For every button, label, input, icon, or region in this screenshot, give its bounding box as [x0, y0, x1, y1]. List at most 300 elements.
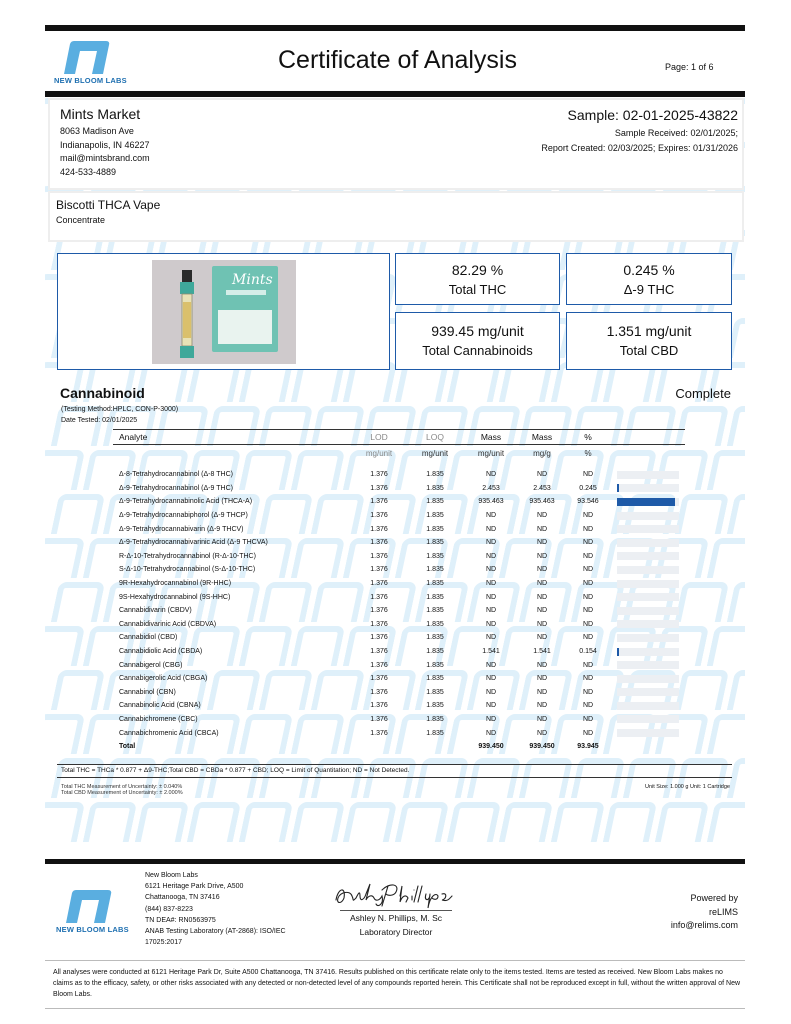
table-row	[113, 672, 685, 686]
bar-cell	[611, 536, 685, 550]
watermark-mark	[51, 494, 106, 534]
analyte-name: Cannabinolic Acid (CBNA)	[119, 702, 201, 710]
analyte-name: Δ-8-Tetrahydrocannabinol (Δ-8 THC)	[119, 471, 234, 479]
header-analyte: Analyte	[113, 430, 351, 445]
lod-value: 1.376	[370, 634, 388, 642]
loq-value: 1.835	[426, 498, 444, 506]
total-thc-label: Total THC	[448, 282, 507, 297]
watermark-row	[45, 802, 745, 842]
watermark-mark	[45, 626, 85, 666]
percent-bar-fill	[617, 648, 619, 656]
lab-info-line: (844) 837-8223	[145, 905, 193, 913]
unit-analyte	[113, 445, 351, 469]
percent-bar-fill	[617, 498, 675, 506]
pct-value: ND	[582, 539, 594, 547]
watermark-mark	[727, 494, 745, 534]
header-pct: %	[565, 430, 611, 445]
client-name: Mints Market	[60, 106, 141, 122]
lod-value: 1.376	[370, 525, 388, 533]
lod-value: 1.376	[370, 580, 388, 588]
analyte-name: R-Δ-10-Tetrahydrocannabinol (R-Δ-10-THC)	[119, 552, 256, 560]
bar-cell	[611, 713, 685, 727]
loq-value: 1.835	[426, 729, 444, 737]
mass-unit-value: ND	[485, 525, 497, 533]
mu-cbd: Total CBD Measurement of Uncertainty: ± 2.000%	[61, 790, 183, 796]
table-row	[113, 468, 685, 482]
total-cannabinoids-value: 939.45 mg/unit	[431, 323, 524, 339]
percent-bar-track	[617, 715, 679, 723]
watermark-mark	[45, 714, 85, 754]
watermark-mark	[727, 406, 745, 446]
product-photo	[152, 260, 296, 364]
lod-value: 1.376	[370, 484, 388, 492]
table-row	[113, 658, 685, 672]
table-row	[113, 482, 685, 496]
watermark-mark	[447, 802, 502, 842]
signature-icon	[330, 878, 460, 912]
product-type: Concentrate	[56, 215, 106, 225]
lod-value: 1.376	[370, 471, 388, 479]
bar-cell	[611, 672, 685, 686]
percent-bar-track	[617, 566, 679, 574]
analyte-name: Cannabidiolic Acid (CBDA)	[119, 648, 203, 656]
signer-role: Laboratory Director	[359, 927, 433, 937]
mass-unit-value: 935.463	[478, 498, 504, 506]
bar-cell	[611, 482, 685, 496]
pct-value: ND	[582, 580, 594, 588]
percent-bar-track	[617, 607, 679, 615]
percent-bar-track	[617, 593, 679, 601]
total-cbd-box	[566, 312, 732, 370]
watermark-mark	[187, 802, 242, 842]
mass-unit-value: ND	[485, 634, 497, 642]
analyte-name: Δ-9-Tetrahydrocannabinolic Acid (THCA-A)	[119, 498, 253, 506]
bottom-rule	[45, 1008, 745, 1009]
lod-value: 1.376	[370, 715, 388, 723]
mass-g-value: ND	[536, 620, 548, 628]
watermark-mark	[83, 802, 138, 842]
table-row	[113, 522, 685, 536]
analyte-name: Δ-9-Tetrahydrocannabiphorol (Δ-9 THCP)	[119, 512, 248, 520]
mass-unit-value: ND	[485, 539, 497, 547]
header-mass-g: Mass	[519, 430, 565, 445]
lod-value: 1.376	[370, 593, 388, 601]
mass-g-value: 935.463	[529, 498, 555, 506]
product-name: Biscotti THCA Vape	[56, 198, 161, 212]
bar-cell	[611, 631, 685, 645]
lab-info-line: Chattanooga, TN 37416	[145, 894, 220, 902]
lab-info-line: New Bloom Labs	[145, 872, 198, 879]
header-lod: LOD	[351, 430, 407, 445]
logo-text: NEW BLOOM LABS	[54, 76, 127, 85]
d9-thc-label: Δ-9 THC	[623, 282, 675, 297]
testing-method: (Testing Method:HPLC, CON-P-3000)	[61, 406, 179, 413]
units-row	[113, 445, 685, 469]
footer-logo-mark-icon	[56, 889, 118, 923]
lab-info-line: 17025:2017	[145, 939, 182, 947]
watermark-mark	[499, 802, 554, 842]
lod-value: 1.376	[370, 729, 388, 737]
watermark-mark	[45, 802, 85, 842]
loq-value: 1.835	[426, 566, 444, 574]
loq-value: 1.835	[426, 634, 444, 642]
watermark-mark	[707, 538, 745, 578]
page-number: Page: 1 of 6	[665, 62, 714, 72]
total-cannabinoids-box	[395, 312, 560, 370]
watermark-mark	[395, 802, 450, 842]
pct-value: ND	[582, 688, 594, 696]
table-row	[113, 604, 685, 618]
watermark-mark	[135, 802, 190, 842]
lod-value: 1.376	[370, 688, 388, 696]
unit-pct: %	[584, 449, 592, 458]
bar-cell	[611, 577, 685, 591]
percent-bar-track	[617, 498, 679, 506]
mass-g-value: ND	[536, 675, 548, 683]
footer-logo	[56, 889, 129, 934]
d9-thc-value: 0.245 %	[623, 262, 675, 278]
analyte-name: Cannabinol (CBN)	[119, 688, 176, 696]
signature	[330, 878, 460, 917]
percent-bar-track	[617, 484, 679, 492]
pct-value: ND	[582, 512, 594, 520]
mass-g-value: ND	[536, 702, 548, 710]
unit-bar	[611, 445, 685, 469]
watermark-mark	[707, 450, 745, 490]
pct-value: ND	[582, 661, 594, 669]
loq-value: 1.835	[426, 715, 444, 723]
loq-value: 1.835	[426, 648, 444, 656]
mass-unit-value: ND	[485, 688, 497, 696]
percent-bar-track	[617, 471, 679, 479]
total-label: Total	[119, 743, 136, 751]
lab-info-line: 6121 Heritage Park Drive, A500	[145, 883, 244, 891]
analyte-name: 9S-Hexahydrocannabinol (9S-HHC)	[119, 593, 231, 601]
mass-unit-value: ND	[485, 566, 497, 574]
footnote-rule-bottom	[57, 777, 732, 778]
client-email: mail@mintsbrand.com	[60, 153, 150, 163]
percent-bar-track	[617, 552, 679, 560]
lod-value: 1.376	[370, 552, 388, 560]
header-divider	[45, 91, 745, 97]
table-row	[113, 726, 685, 740]
cannabinoid-table	[113, 429, 685, 753]
bar-cell	[611, 550, 685, 564]
mass-g-value: 2.453	[533, 484, 551, 492]
analyte-name: Cannabidivarin (CBDV)	[119, 607, 192, 615]
table-row	[113, 686, 685, 700]
loq-value: 1.835	[426, 702, 444, 710]
table-header-row	[113, 430, 685, 445]
total-lod	[351, 740, 407, 754]
pct-value: 0.245	[579, 484, 597, 492]
bar-cell	[611, 618, 685, 632]
bar-cell	[611, 468, 685, 482]
loq-value: 1.835	[426, 661, 444, 669]
bar-cell	[611, 563, 685, 577]
cannabinoid-section-title: Cannabinoid	[60, 385, 145, 401]
mass-unit-value: ND	[485, 580, 497, 588]
pct-value: ND	[582, 525, 594, 533]
pct-value: ND	[582, 729, 594, 737]
mass-g-value: ND	[536, 471, 548, 479]
percent-bar-track	[617, 648, 679, 656]
loq-value: 1.835	[426, 552, 444, 560]
signer-name: Ashley N. Phillips, M. Sc	[349, 913, 443, 923]
watermark-mark	[707, 626, 745, 666]
analyte-name: Cannabidiol (CBD)	[119, 634, 178, 642]
table-row	[113, 536, 685, 550]
table-row	[113, 577, 685, 591]
percent-bar-track	[617, 539, 679, 547]
lod-value: 1.376	[370, 648, 388, 656]
loq-value: 1.835	[426, 512, 444, 520]
top-bar	[45, 25, 745, 31]
logo-mark-icon	[54, 40, 116, 74]
analyte-name: Δ-9-Tetrahydrocannabinol (Δ-9 THC)	[119, 484, 234, 492]
mass-unit-value: ND	[485, 593, 497, 601]
percent-bar-track	[617, 512, 679, 520]
loq-value: 1.835	[426, 607, 444, 615]
watermark-mark	[655, 802, 710, 842]
mu-thc: Total THC Measurement of Uncertainty: ± 0.040%	[61, 784, 183, 790]
lod-value: 1.376	[370, 498, 388, 506]
disclaimer: All analyses were conducted at 6121 Heritage Park Dr, Suite A500 Chattanooga, TN 37416. Results published on this certificate relate only to the items tested. Items are tested as received. New Bloom Labs makes no claims as to the efficacy, safety, or other risks associated with any detected or non-detected level of any compounds reported herein. This Certificate shall not be reproduced except in full, without the written approval of New Bloom Labs.	[53, 969, 741, 998]
footer-divider	[45, 859, 745, 864]
bar-cell	[611, 522, 685, 536]
bar-cell	[611, 645, 685, 659]
bar-cell	[611, 699, 685, 713]
total-cbd-value: 1.351 mg/unit	[606, 323, 692, 339]
analyte-name: Δ-9-Tetrahydrocannabivarin (Δ-9 THCV)	[119, 525, 244, 533]
percent-bar-fill	[617, 484, 619, 492]
percent-bar-track	[617, 525, 679, 533]
bar-cell	[611, 604, 685, 618]
percent-bar-track	[617, 620, 679, 628]
lod-value: 1.376	[370, 512, 388, 520]
bar-cell	[611, 509, 685, 523]
unit-lod: mg/unit	[365, 449, 393, 458]
mass-g-value: ND	[536, 729, 548, 737]
total-mass-unit: 939.450	[478, 743, 504, 751]
mass-unit-value: ND	[485, 715, 497, 723]
disclaimer-rule	[45, 960, 745, 961]
cannabinoid-status: Complete	[675, 386, 731, 401]
total-cbd-label: Total CBD	[619, 343, 679, 358]
watermark-mark	[603, 802, 658, 842]
total-pct: 93.945	[577, 743, 599, 751]
lod-value: 1.376	[370, 675, 388, 683]
product-image-frame	[57, 253, 390, 370]
signature-line	[340, 910, 452, 911]
percent-bar-track	[617, 675, 679, 683]
client-address2: Indianapolis, IN 46227	[60, 140, 150, 150]
pct-value: ND	[582, 702, 594, 710]
loq-value: 1.835	[426, 593, 444, 601]
watermark-mark	[45, 538, 85, 578]
report-created: Report Created: 02/03/2025; Expires: 01/31/2026	[541, 143, 738, 153]
mass-g-value: ND	[536, 688, 548, 696]
analyte-name: Cannabigerolic Acid (CBGA)	[119, 675, 208, 683]
analyte-name: Cannabichromene (CBC)	[119, 715, 198, 723]
table-row	[113, 699, 685, 713]
sample-id: Sample: 02-01-2025-43822	[567, 107, 738, 123]
pct-value: ND	[582, 471, 594, 479]
analyte-name: S-Δ-10-Tetrahydrocannabinol (S-Δ-10-THC)	[119, 566, 256, 574]
analyte-name: 9R-Hexahydrocannabinol (9R-HHC)	[119, 580, 232, 588]
unit-size: Unit Size: 1.000 g Unit: 1 Cartridge	[645, 784, 730, 790]
unit-loq: mg/unit	[421, 449, 449, 458]
analyte-name: Cannabichromenic Acid (CBCA)	[119, 729, 219, 737]
header-bar	[611, 430, 685, 445]
lab-info-line: ANAB Testing Laboratory (AT-2868): ISO/IEC	[145, 928, 286, 935]
header-loq: LOQ	[407, 430, 463, 445]
watermark-mark	[239, 802, 294, 842]
loq-value: 1.835	[426, 525, 444, 533]
pct-value: ND	[582, 552, 594, 560]
watermark-mark	[51, 670, 106, 710]
lod-value: 1.376	[370, 620, 388, 628]
mass-unit-value: ND	[485, 675, 497, 683]
analyte-name: Cannabigerol (CBG)	[119, 661, 183, 669]
lab-info-line: TN DEA#: RN0563975	[145, 916, 216, 924]
lod-value: 1.376	[370, 566, 388, 574]
loq-value: 1.835	[426, 688, 444, 696]
pct-value: 93.546	[577, 498, 599, 506]
loq-value: 1.835	[426, 620, 444, 628]
mass-g-value: ND	[536, 715, 548, 723]
pct-value: ND	[582, 675, 594, 683]
mass-g-value: 1.541	[533, 648, 551, 656]
product-photo-icon	[152, 260, 296, 364]
powered-email: info@relims.com	[670, 920, 738, 930]
footer-logo-text: NEW BLOOM LABS	[56, 925, 129, 934]
powered-name: reLIMS	[708, 907, 738, 917]
mass-g-value: ND	[536, 580, 548, 588]
watermark-mark	[291, 802, 346, 842]
client-phone: 424-533-4889	[60, 167, 117, 177]
mass-unit-value: 2.453	[482, 484, 500, 492]
mass-g-value: ND	[536, 539, 548, 547]
footnote-rule-top	[57, 764, 732, 765]
percent-bar-track	[617, 702, 679, 710]
loq-value: 1.835	[426, 539, 444, 547]
total-thc-box	[395, 253, 560, 305]
mass-unit-value: ND	[485, 661, 497, 669]
watermark-mark	[727, 582, 745, 622]
table-footnote: Total THC = THCa * 0.877 + Δ9-THC;Total CBD = CBDa * 0.877 + CBD; LOQ = Limit of Quantitation; ND = Not Detected.	[61, 767, 410, 774]
percent-bar-track	[617, 634, 679, 642]
analyte-name: Cannabidivarinic Acid (CBDVA)	[119, 620, 217, 628]
mass-g-value: ND	[536, 607, 548, 615]
percent-bar-track	[617, 688, 679, 696]
total-thc-value: 82.29 %	[451, 262, 504, 278]
bar-cell	[611, 658, 685, 672]
lod-value: 1.376	[370, 539, 388, 547]
table-row	[113, 645, 685, 659]
total-bar	[611, 740, 685, 754]
pct-value: ND	[582, 566, 594, 574]
table-row	[113, 618, 685, 632]
mass-g-value: ND	[536, 634, 548, 642]
mass-g-value: ND	[536, 525, 548, 533]
page-title: Certificate of Analysis	[278, 46, 517, 74]
mass-unit-value: ND	[485, 729, 497, 737]
mass-unit-value: ND	[485, 552, 497, 560]
table-row	[113, 550, 685, 564]
percent-bar-track	[617, 661, 679, 669]
mass-g-value: ND	[536, 661, 548, 669]
pct-value: ND	[582, 715, 594, 723]
percent-bar-track	[617, 729, 679, 737]
mass-unit-value: 1.541	[482, 648, 500, 656]
total-loq	[407, 740, 463, 754]
bar-cell	[611, 590, 685, 604]
loq-value: 1.835	[426, 484, 444, 492]
lod-value: 1.376	[370, 661, 388, 669]
table-row	[113, 713, 685, 727]
table-row	[113, 590, 685, 604]
mass-unit-value: ND	[485, 512, 497, 520]
loq-value: 1.835	[426, 580, 444, 588]
mass-g-value: ND	[536, 552, 548, 560]
table-row	[113, 495, 685, 509]
header-mass-unit: Mass	[463, 430, 519, 445]
mass-unit-value: ND	[485, 702, 497, 710]
lod-value: 1.376	[370, 702, 388, 710]
pct-value: ND	[582, 593, 594, 601]
watermark-mark	[343, 802, 398, 842]
svg-text:Mints: Mints	[232, 272, 273, 288]
mass-unit-value: ND	[485, 620, 497, 628]
table-row	[113, 509, 685, 523]
mass-g-value: ND	[536, 566, 548, 574]
unit-mass-g: mg/g	[533, 449, 551, 458]
watermark-mark	[727, 670, 745, 710]
powered-by: Powered by	[690, 893, 738, 903]
bar-cell	[611, 495, 685, 509]
unit-mass-unit: mg/unit	[477, 449, 505, 458]
sample-received: Sample Received: 02/01/2025;	[614, 128, 738, 138]
header-logo	[54, 40, 127, 85]
mass-unit-value: ND	[485, 607, 497, 615]
loq-value: 1.835	[426, 675, 444, 683]
bar-cell	[611, 726, 685, 740]
pct-value: 0.154	[579, 648, 597, 656]
watermark-mark	[51, 582, 106, 622]
mass-g-value: ND	[536, 593, 548, 601]
bar-cell	[611, 686, 685, 700]
pct-value: ND	[582, 607, 594, 615]
percent-bar-track	[617, 580, 679, 588]
lod-value: 1.376	[370, 607, 388, 615]
pct-value: ND	[582, 620, 594, 628]
watermark-mark	[707, 714, 745, 754]
analyte-name: Δ-9-Tetrahydrocannabivarinic Acid (Δ-9 THCVA)	[119, 539, 268, 547]
table-row	[113, 563, 685, 577]
date-tested: Date Tested: 02/01/2025	[61, 417, 138, 424]
d9-thc-box	[566, 253, 732, 305]
total-row	[113, 740, 685, 754]
table-row	[113, 631, 685, 645]
total-cannabinoids-label: Total Cannabinoids	[422, 343, 533, 358]
pct-value: ND	[582, 634, 594, 642]
watermark-mark	[707, 802, 745, 842]
loq-value: 1.835	[426, 471, 444, 479]
mass-unit-value: ND	[485, 471, 497, 479]
client-address1: 8063 Madison Ave	[60, 126, 134, 136]
mass-g-value: ND	[536, 512, 548, 520]
